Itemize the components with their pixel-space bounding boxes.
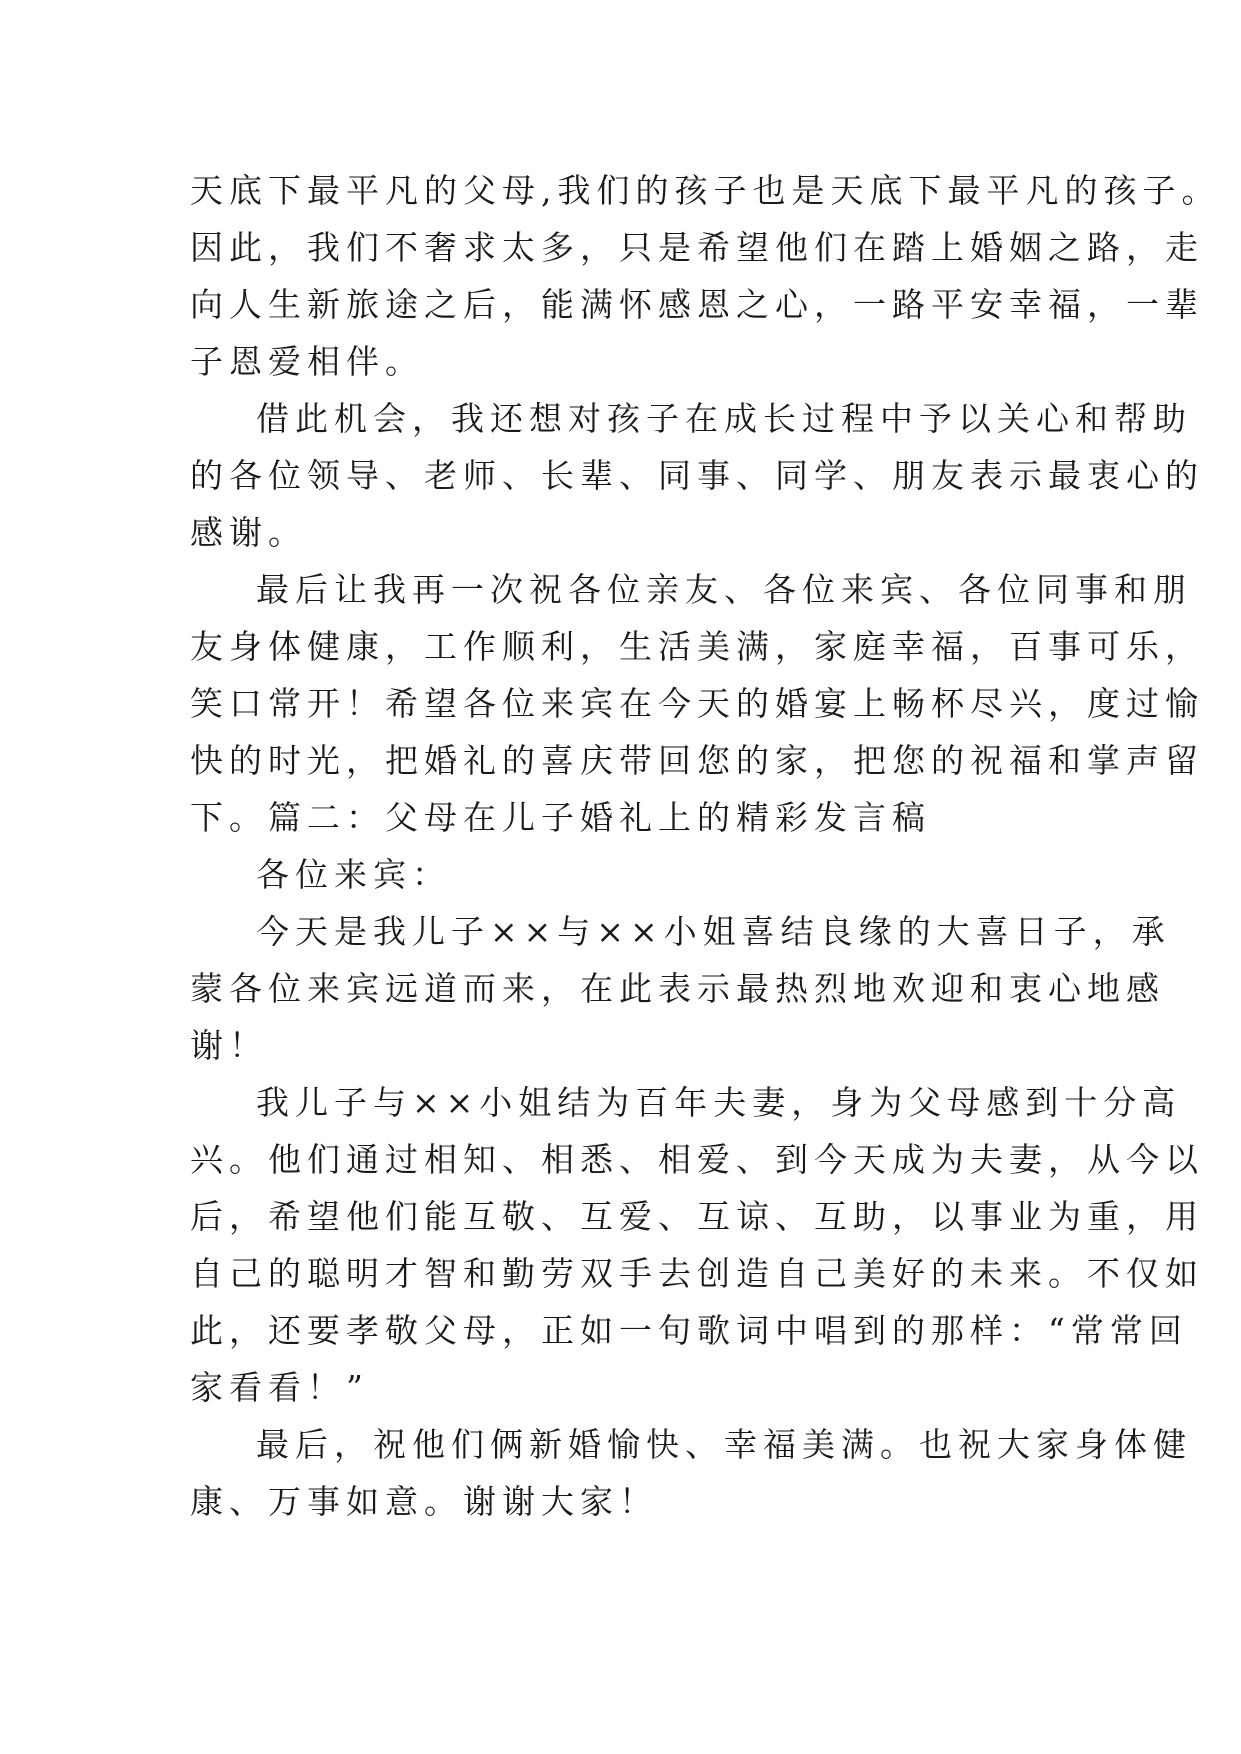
text-line: 友身体健康，工作顺利，生活美满，家庭幸福，百事可乐，	[190, 627, 1204, 666]
text-line: 感谢。	[190, 513, 307, 552]
text-line: 家看看！”	[190, 1368, 369, 1407]
text-line: 康、万事如意。谢谢大家！	[190, 1482, 658, 1521]
text-line: 向人生新旅途之后，能满怀感恩之心，一路平安幸福，一辈	[190, 285, 1204, 324]
text-line: 天底下最平凡的父母,我们的孩子也是天底下最平凡的孩子。	[190, 171, 1221, 210]
text-line: 此，还要孝敬父母，正如一句歌词中唱到的那样：“常常回	[190, 1311, 1188, 1350]
text-line: 蒙各位来宾远道而来，在此表示最热烈地欢迎和衷心地感	[190, 969, 1165, 1008]
paragraph-start-line: 今天是我儿子××与××小姐喜结良缘的大喜日子，承	[256, 912, 1171, 951]
text-line: 的各位领导、老师、长辈、同事、同学、朋友表示最衷心的	[190, 456, 1204, 495]
paragraph-start-line: 借此机会，我还想对孩子在成长过程中予以关心和帮助	[256, 399, 1192, 438]
text-line: 后，希望他们能互敬、互爱、互谅、互助，以事业为重，用	[190, 1197, 1204, 1236]
text-line: 因此，我们不奢求太多，只是希望他们在踏上婚姻之路，走	[190, 228, 1204, 267]
text-line: 子恩爱相伴。	[190, 342, 424, 381]
text-line: 快的时光，把婚礼的喜庆带回您的家，把您的祝福和掌声留	[190, 741, 1204, 780]
text-line: 自己的聪明才智和勤劳双手去创造自己美好的未来。不仅如	[190, 1254, 1204, 1293]
paragraph-start-line: 最后让我再一次祝各位亲友、各位来宾、各位同事和朋	[256, 570, 1192, 609]
paragraph-start-line: 我儿子与××小姐结为百年夫妻，身为父母感到十分高	[256, 1083, 1182, 1122]
text-line: 笑口常开！希望各位来宾在今天的婚宴上畅杯尽兴，度过愉	[190, 684, 1204, 723]
salutation-line: 各位来宾：	[256, 855, 451, 894]
text-line: 谢！	[190, 1026, 268, 1065]
text-line: 兴。他们通过相知、相悉、相爱、到今天成为夫妻，从今以	[190, 1140, 1204, 1179]
paragraph-start-line: 最后，祝他们俩新婚愉快、幸福美满。也祝大家身体健	[256, 1425, 1192, 1464]
text-line: 下。篇二：父母在儿子婚礼上的精彩发言稿	[190, 798, 931, 837]
